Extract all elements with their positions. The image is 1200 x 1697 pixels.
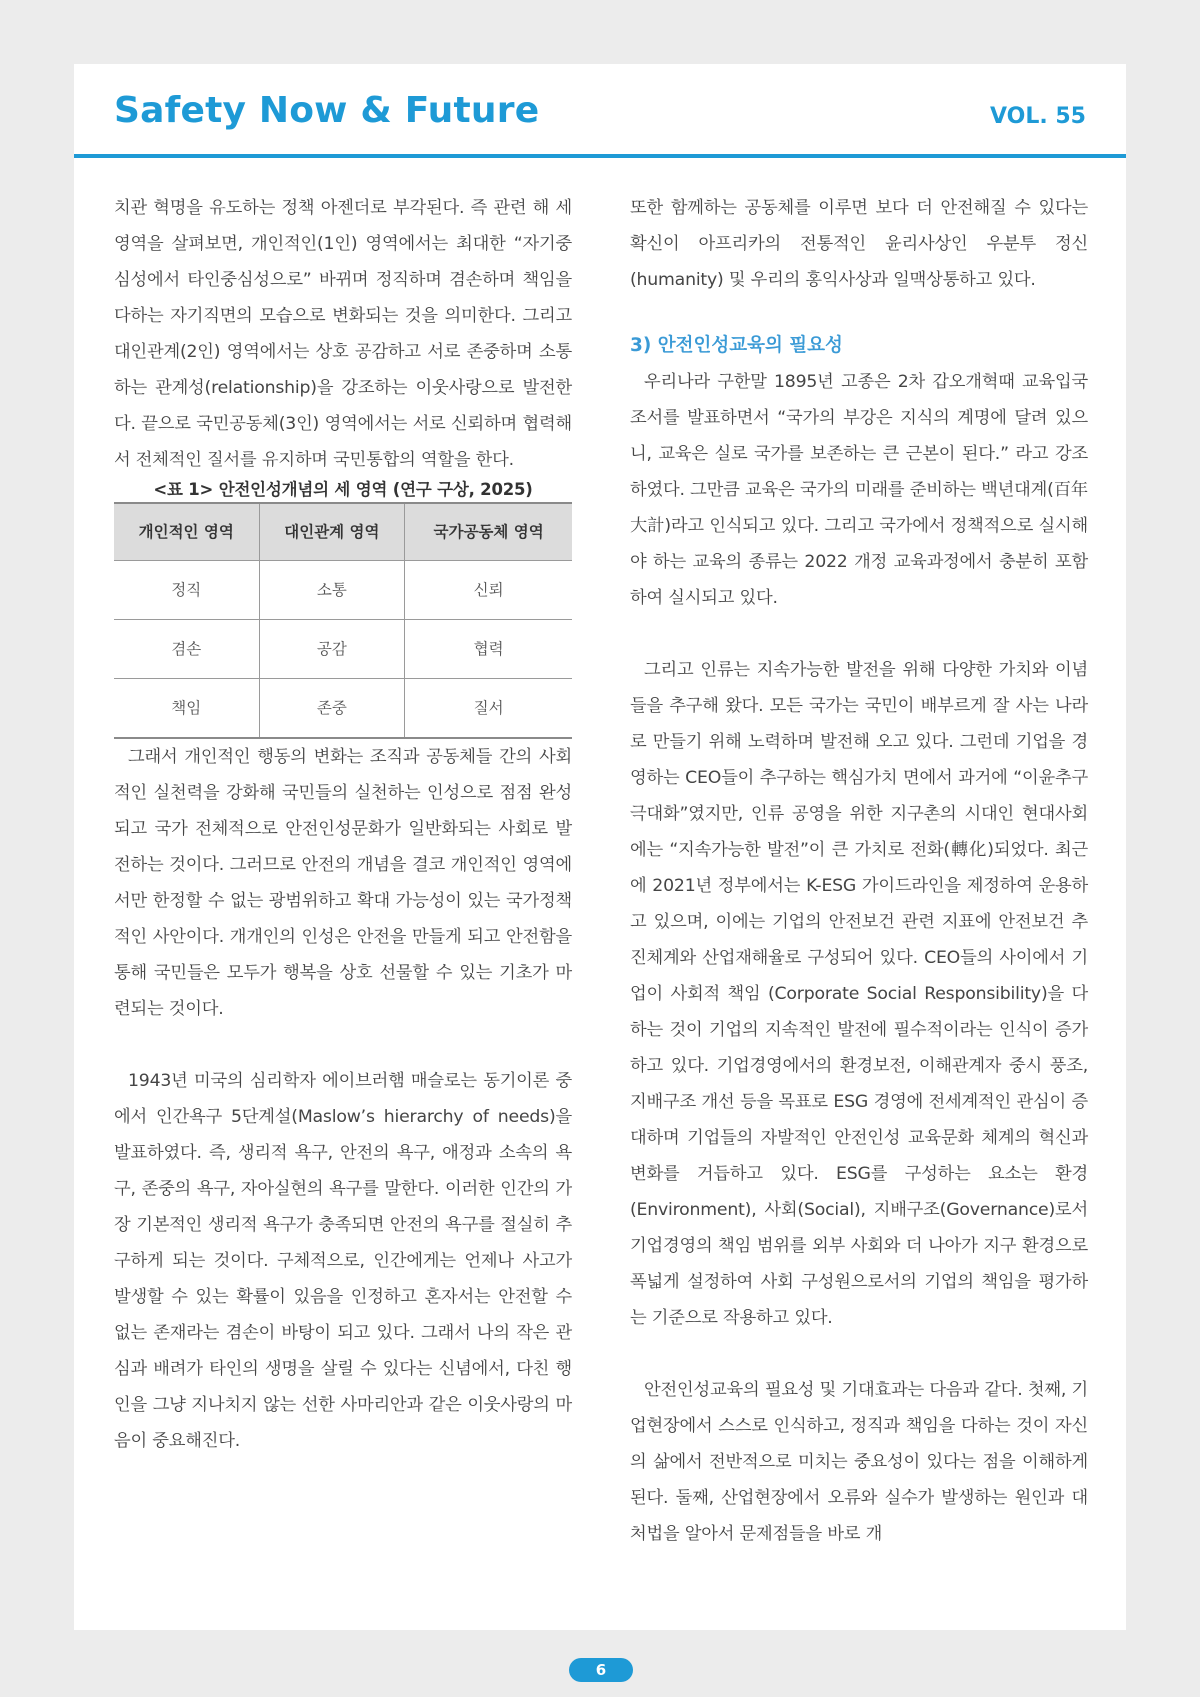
table-caption: <표 1> 안전인성개념의 세 영역 (연구 구상, 2025): [153, 480, 533, 499]
table-cell: 책임: [114, 679, 259, 739]
table-cell: 신뢰: [405, 561, 572, 620]
page-header: [74, 64, 1126, 158]
paragraph: 그리고 인류는 지속가능한 발전을 위해 다양한 가치와 이념들을 추구해 왔다. 모든 국가는 국민이 배부르게 잘 사는 나라로 만들기 위해 노력하며 발전해 오고 있다. 그런데 기업을 경영하는 CEO들이 추구하는 핵심가치 면에서 과거에 “이윤추구 극대화”였지만, 인류 공영을 위한 지구촌의 시대인 현대사회에는 “지속가능한 발전”이 큰 가치로 전화(轉化)되었다. 최근에 2021년 정부에서는 K-ESG 가이드라인을 제정하여 운용하고 있으며, 이에는 기업의 안전보건 관련 지표에 안전보건 추진체계와 산업재해율로 구성되어 있다. CEO들의 사이에서 기업이 사회적 책임 (Corporate Social Responsibility)을 다하는 것이 기업의 지속적인 발전에 필수적이라는 인식이 증가하고 있다. 기업경영에서의 환경보전, 이해관계자 중시 풍조, 지배구조 개선 등을 목표로 ESG 경영에 전세계적인 관심이 증대하며 기업들의 자발적인 안전인성 교육문화 체계의 혁신과 변화를 거듭하고 있다. ESG를 구성하는 요소는 환경(Environment), 사회(Social), 지배구조(Governance)로서 기업경영의 책임 범위를 외부 사회와 더 나아가 지구 환경으로 폭넓게 설정하여 사회 구성원으로서의 기업의 책임을 평가하는 기준으로 작용하고 있다.: [630, 660, 1088, 1328]
table-row: [114, 561, 572, 620]
table-row: [114, 679, 572, 739]
column-header: 국가공동체 영역: [405, 503, 572, 561]
left-column: [114, 190, 572, 1459]
page: [74, 64, 1126, 1630]
table-cell: 질서: [405, 679, 572, 739]
table-cell: 존중: [259, 679, 405, 739]
page-number: 6: [569, 1658, 633, 1682]
column-header: 개인적인 영역: [114, 503, 259, 561]
table-cell: 공감: [259, 620, 405, 679]
table-cell: 소통: [259, 561, 405, 620]
column-header: 대인관계 영역: [259, 503, 405, 561]
paragraph: 우리나라 구한말 1895년 고종은 2차 갑오개혁때 교육입국 조서를 발표하면서 “국가의 부강은 지식의 계명에 달려 있으니, 교육은 실로 국가를 보존하는 큰 근본이 된다.” 라고 강조하였다. 그만큼 교육은 국가의 미래를 준비하는 백년대계(百年大計)라고 인식되고 있다. 그리고 국가에서 정책적으로 실시해야 하는 교육의 종류는 2022 개정 교육과정에서 충분히 포함하여 실시되고 있다.: [630, 372, 1088, 608]
paragraph: 그래서 개인적인 행동의 변화는 조직과 공동체들 간의 사회적인 실천력을 강화해 국민들의 실천하는 인성으로 점점 완성되고 국가 전체적으로 안전인성문화가 일반화되는 사회로 발전하는 것이다. 그러므로 안전의 개념을 결코 개인적인 영역에서만 한정할 수 없는 광범위하고 확대 가능성이 있는 국가정책적인 사안이다. 개개인의 인성은 안전을 만들게 되고 안전함을 통해 국민들은 모두가 행복을 상호 선물할 수 있는 기초가 마련되는 것이다.: [114, 747, 572, 1019]
paragraph: 1943년 미국의 심리학자 에이브러햄 매슬로는 동기이론 중에서 인간욕구 5단계설(Maslow’s hierarchy of needs)을 발표하였다. 즉, 생리적 욕구, 안전의 욕구, 애정과 소속의 욕구, 존중의 욕구, 자아실현의 욕구를 말한다. 이러한 인간의 가장 기본적인 생리적 욕구가 충족되면 안전의 욕구를 절실히 추구하게 되는 것이다. 구체적으로, 인간에게는 언제나 사고가 발생할 수 있는 확률이 있음을 인정하고 혼자서는 안전할 수 없는 존재라는 겸손이 바탕이 되고 있다. 그래서 나의 작은 관심과 배려가 타인의 생명을 살릴 수 있다는 신념에서, 다친 행인을 그냥 지나치지 않는 선한 사마리안과 같은 이웃사랑의 마음이 중요해진다.: [114, 1071, 572, 1451]
table-row: [114, 620, 572, 679]
volume-label: VOL. 55: [990, 104, 1086, 129]
table-cell: 정직: [114, 561, 259, 620]
table-header-row: [114, 503, 572, 561]
paragraph: 또한 함께하는 공동체를 이루면 보다 더 안전해질 수 있다는 확신이 아프리카의 전통적인 윤리사상인 우분투 정신(humanity) 및 우리의 홍익사상과 일맥상통하고 있다.: [630, 198, 1088, 290]
paragraph: 치관 혁명을 유도하는 정책 아젠더로 부각된다. 즉 관련 해 세 영역을 살펴보면, 개인적인(1인) 영역에서는 최대한 “자기중심성에서 타인중심성으로” 바뀌며 정직하며 겸손하며 책임을 다하는 자기직면의 모습으로 변화되는 것을 의미한다. 그리고 대인관계(2인) 영역에서는 상호 공감하고 서로 존중하며 소통하는 관계성(relationship)을 강조하는 이웃사랑으로 발전한다. 끝으로 국민공동체(3인) 영역에서는 서로 신뢰하며 협력해서 전체적인 질서를 유지하며 국민통합의 역할을 한다.: [114, 198, 572, 470]
magazine-title: Safety Now & Future: [114, 90, 540, 131]
section-heading: 3) 안전인성교육의 필요성: [630, 335, 843, 356]
table-cell: 협력: [405, 620, 572, 679]
three-domains-table: [114, 502, 572, 739]
table-cell: 겸손: [114, 620, 259, 679]
right-column: [630, 190, 1088, 1552]
paragraph: 안전인성교육의 필요성 및 기대효과는 다음과 같다. 첫째, 기업현장에서 스스로 인식하고, 정직과 책임을 다하는 것이 자신의 삶에서 전반적으로 미치는 중요성이 있다는 점을 이해하게 된다. 둘째, 산업현장에서 오류와 실수가 발생하는 원인과 대처법을 알아서 문제점들을 바로 개: [630, 1380, 1088, 1544]
